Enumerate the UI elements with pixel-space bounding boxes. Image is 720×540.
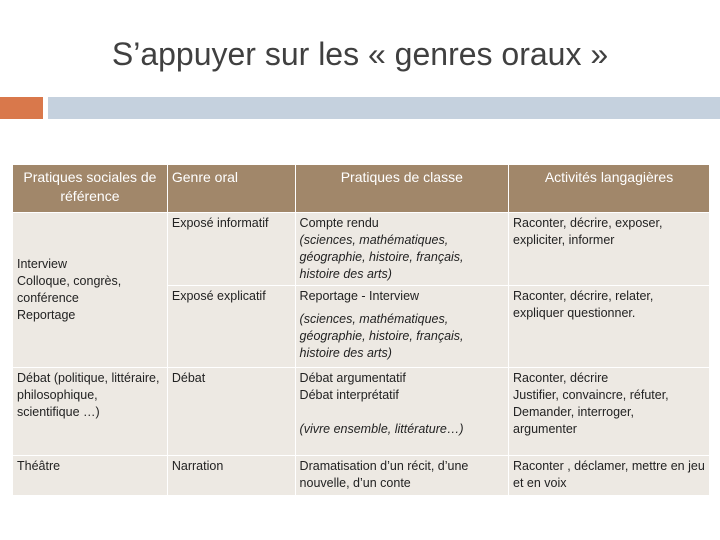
header-pratiques-classe: Pratiques de classe bbox=[295, 165, 508, 213]
list-item: argumenter bbox=[513, 422, 577, 436]
list-item: Interview bbox=[17, 257, 68, 271]
cell-genre-oral: Débat bbox=[167, 368, 295, 456]
accent-bar-orange bbox=[0, 97, 43, 119]
table-row bbox=[13, 456, 710, 496]
classe-main: Compte rendu bbox=[299, 216, 379, 230]
list-item: Justifier, convaincre, réfuter, bbox=[513, 388, 669, 402]
list-item: Demander, interroger, bbox=[513, 405, 634, 419]
cell-pratiques-classe bbox=[295, 286, 508, 368]
cell-pratiques-sociales: Débat (politique, littéraire, philosophique, scientifique …) bbox=[13, 368, 168, 456]
header-activites: Activités langagières bbox=[509, 165, 710, 213]
cell-activites: Raconter , déclamer, mettre en jeu et en voix bbox=[509, 456, 710, 496]
classe-line: Débat argumentatif bbox=[299, 371, 406, 385]
cell-activites: Raconter, décrire, relater, expliquer questionner. bbox=[509, 286, 710, 368]
cell-pratiques-sociales bbox=[13, 213, 168, 368]
classe-detail: (sciences, mathématiques, géographie, histoire, français, histoire des arts) bbox=[299, 233, 464, 281]
classe-detail: (vivre ensemble, littérature…) bbox=[299, 422, 464, 436]
list-item: Reportage bbox=[17, 308, 76, 322]
classe-line: Débat interprétatif bbox=[299, 388, 399, 402]
table-header-row bbox=[13, 165, 710, 213]
list-item: Raconter, décrire bbox=[513, 371, 609, 385]
slide-title: S’appuyer sur les « genres oraux » bbox=[111, 36, 609, 72]
genres-oraux-table bbox=[12, 164, 710, 496]
accent-bar-blue bbox=[48, 97, 720, 119]
table-row bbox=[13, 368, 710, 456]
cell-activites bbox=[509, 368, 710, 456]
header-genre-oral: Genre oral bbox=[167, 165, 295, 213]
cell-pratiques-classe bbox=[295, 213, 508, 286]
list-item: Colloque, congrès, conférence bbox=[17, 274, 122, 305]
classe-main: Reportage - Interview bbox=[299, 289, 420, 303]
cell-activites: Raconter, décrire, exposer, expliciter, informer bbox=[509, 213, 710, 286]
cell-genre-oral: Exposé informatif bbox=[167, 213, 295, 286]
table-row bbox=[13, 213, 710, 286]
cell-genre-oral: Exposé explicatif bbox=[167, 286, 295, 368]
header-pratiques-sociales: Pratiques sociales de référence bbox=[13, 165, 168, 213]
cell-pratiques-classe: Dramatisation d’un récit, d’une nouvelle, d’un conte bbox=[295, 456, 508, 496]
cell-pratiques-classe bbox=[295, 368, 508, 456]
cell-pratiques-sociales: Théâtre bbox=[13, 456, 168, 496]
classe-detail: (sciences, mathématiques, géographie, histoire, français, histoire des arts) bbox=[299, 312, 464, 360]
cell-genre-oral: Narration bbox=[167, 456, 295, 496]
